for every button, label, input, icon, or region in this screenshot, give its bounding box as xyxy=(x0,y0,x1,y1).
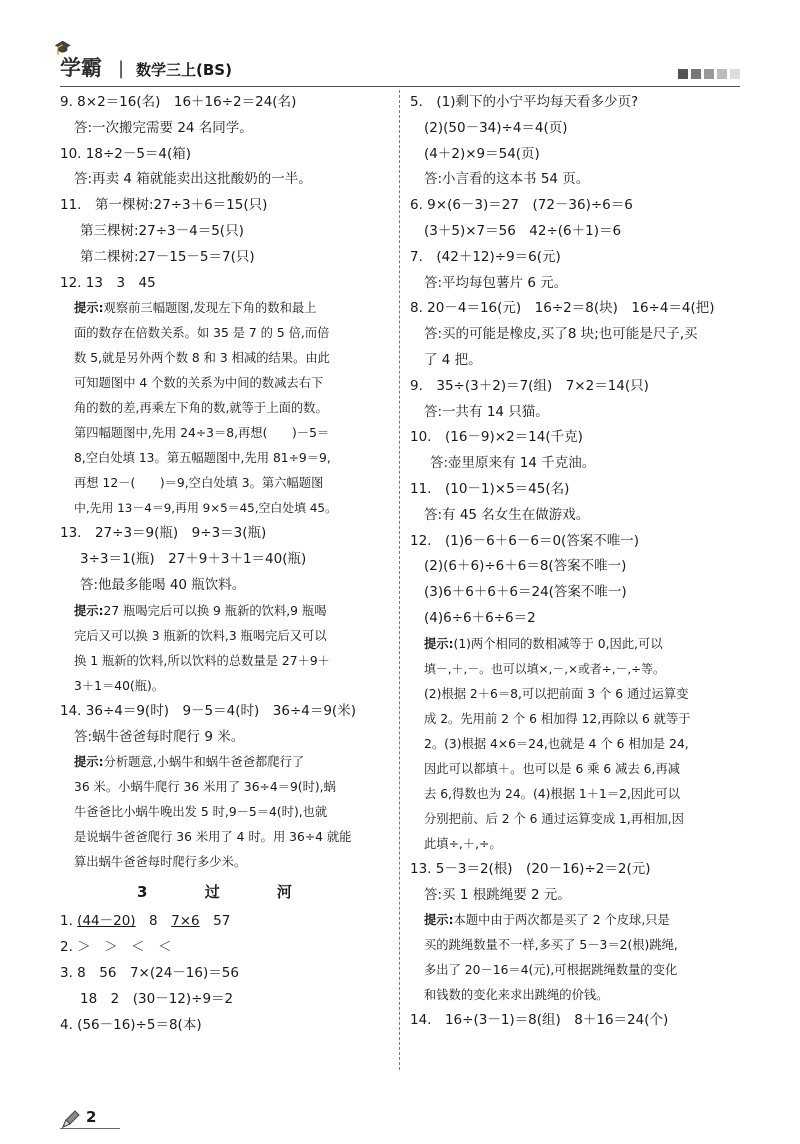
left-column xyxy=(60,90,395,1038)
s3-answer-3-line2: 18 2 (30－12)÷9＝2 xyxy=(80,990,234,1007)
answer-13: 13. 5－3＝2(根) (20－16)÷2＝2(元) xyxy=(410,860,651,877)
answer-12: 12. 13 3 45 xyxy=(60,274,156,291)
answer-11: 11. 第一棵树:27÷3＋6＝15(只) xyxy=(60,197,268,214)
answer-13-line2: 3÷3＝1(瓶) 27＋9＋3＋1＝40(瓶) xyxy=(80,551,307,568)
answer-5-reply: 答:小言看的这本书 54 页。 xyxy=(424,171,590,188)
hint-12-line7: 去 6,得数也为 24。(4)根据 1＋1＝2,因此可以 xyxy=(424,786,681,801)
answer-14-reply: 答:蜗牛爸爸每时爬行 9 米。 xyxy=(74,728,245,745)
answer-12-line4: (4)6÷6＋6÷6＝2 xyxy=(424,609,536,626)
answer-10-reply: 答:壶里原来有 14 千克油。 xyxy=(430,455,596,472)
hint-label: 提示: xyxy=(74,301,104,316)
answer-7-reply: 答:平均每包薯片 6 元。 xyxy=(424,274,568,291)
hint-label: 提示: xyxy=(74,755,104,770)
answer-11-line3: 第二棵树:27－15－5＝7(只) xyxy=(80,248,255,265)
answer-5: 5. (1)剩下的小宁平均每天看多少页? xyxy=(410,94,639,110)
hint-label: 提示: xyxy=(74,603,104,618)
hint-12-line2: 面的数存在倍数关系。如 35 是 7 的 5 倍,而倍 xyxy=(74,326,330,341)
hint-12-line4: 可知题图中 4 个数的关系为中间的数减去右下 xyxy=(74,376,324,391)
pencil-icon xyxy=(60,1108,82,1130)
hint-12-line6: 第四幅题图中,先用 24÷3＝8,再想( )－5＝ xyxy=(74,426,330,441)
decor-bar-5 xyxy=(730,69,740,79)
answer-9: 9. 8×2＝16(名) 16＋16÷2＝24(名) xyxy=(60,94,297,110)
column-divider xyxy=(399,90,400,1070)
answer-5-line3: (4＋2)×9＝54(页) xyxy=(424,145,540,162)
answer-9-reply: 答:一共有 14 只猫。 xyxy=(424,403,549,420)
answer-8: 8. 20－4＝16(元) 16÷2＝8(块) 16÷4＝4(把) xyxy=(410,300,715,317)
hint-12-line3: 数 5,就是另外两个数 8 和 3 相减的结果。由此 xyxy=(74,351,330,366)
graduation-cap-icon: 🎓 xyxy=(54,40,72,56)
answer-8-reply-line2: 了 4 把。 xyxy=(424,351,482,368)
answer-12: 12. (1)6－6＋6－6＝0(答案不唯一) xyxy=(410,532,640,549)
answer-8-reply: 答:买的可能是橡皮,买了8 块;也可能是尺子,买 xyxy=(424,326,698,343)
answer-11: 11. (10－1)×5＝45(名) xyxy=(410,480,570,497)
hint-14-line4: 是说蜗牛爸爸爬行 36 米用了 4 时。用 36÷4 就能 xyxy=(74,830,352,845)
hint-13-line3: 换 1 瓶新的饮料,所以饮料的总数量是 27＋9＋ xyxy=(74,653,330,668)
hint-12-line1: 提示:(1)两个相同的数相减等于 0,因此,可以 xyxy=(424,636,663,651)
answer-14: 14. 16÷(3－1)＝8(组) 8＋16＝24(个) xyxy=(410,1012,669,1029)
answer-14: 14. 36÷4＝9(时) 9－5＝4(时) 36÷4＝9(米) xyxy=(60,702,356,719)
answer-9-reply: 答:一次搬完需要 24 名同学。 xyxy=(74,119,253,136)
answer-9: 9. 35÷(3＋2)＝7(组) 7×2＝14(只) xyxy=(410,377,649,394)
s3-answer-3: 3. 8 56 7×(24－16)＝56 xyxy=(60,964,239,981)
hint-12-line1: 提示:观察前三幅题图,发现左下角的数和最上 xyxy=(74,301,317,316)
answer-10: 10. (16－9)×2＝14(千克) xyxy=(410,429,583,446)
answer-7: 7. (42＋12)÷9＝6(元) xyxy=(410,248,561,265)
brand-logo: 🎓 学霸 xyxy=(54,40,102,80)
section-title: 3 过 河 xyxy=(137,883,318,902)
answer-13-reply: 答:买 1 根跳绳要 2 元。 xyxy=(424,886,571,903)
answer-6: 6. 9×(6－3)＝27 (72－36)÷6＝6 xyxy=(410,197,633,214)
answer-10: 10. 18÷2－5＝4(箱) xyxy=(60,145,192,162)
hint-12-line2: 填－,＋,－。也可以填×,－,×或者÷,－,÷等。 xyxy=(424,661,665,676)
hint-12-line9: 此填÷,＋,÷。 xyxy=(424,836,502,851)
hint-12-line7: 8,空白处填 13。第五幅题图中,先用 81÷9＝9, xyxy=(74,451,331,466)
hint-14-line5: 算出蜗牛爸爸每时爬行多少米。 xyxy=(74,855,247,870)
hint-label: 提示: xyxy=(424,913,454,928)
answer-13: 13. 27÷3＝9(瓶) 9÷3＝3(瓶) xyxy=(60,525,267,542)
hint-12-line6: 因此可以都填＋。也可以是 6 乘 6 减去 6,再减 xyxy=(424,761,680,776)
hint-12-line5: 2。(3)根据 4×6＝24,也就是 4 个 6 相加是 24, xyxy=(424,736,689,751)
hint-13-line1: 提示:27 瓶喝完后可以换 9 瓶新的饮料,9 瓶喝 xyxy=(74,603,327,618)
hint-12-line4: 成 2。先用前 2 个 6 相加得 12,再除以 6 就等于 xyxy=(424,711,691,726)
hint-13-line1: 提示:本题中由于两次都是买了 2 个皮球,只是 xyxy=(424,913,670,928)
answer-6-line2: (3＋5)×7＝56 42÷(6＋1)＝6 xyxy=(424,222,622,239)
decor-bar-3 xyxy=(704,69,714,79)
hint-13-line3: 多出了 20－16＝4(元),可根据跳绳数量的变化 xyxy=(424,963,678,978)
hint-13-line2: 完后又可以换 3 瓶新的饮料,3 瓶喝完后又可以 xyxy=(74,628,327,643)
page-footer xyxy=(60,1106,740,1136)
answer-12-line2: (2)(6＋6)÷6＋6＝8(答案不唯一) xyxy=(424,558,627,575)
s3-answer-1: 1. (44－20) 8 7×6 57 xyxy=(60,913,231,930)
answer-11-line2: 第三棵树:27÷3－4＝5(只) xyxy=(80,222,244,239)
hint-13-line2: 买的跳绳数量不一样,多买了 5－3＝2(根)跳绳, xyxy=(424,938,678,953)
hint-12-line8: 分别把前、后 2 个 6 通过运算变成 1,再相加,因 xyxy=(424,811,684,826)
decor-bar-2 xyxy=(691,69,701,79)
hint-14-line2: 36 米。小蜗牛爬行 36 米用了 36÷4＝9(时),蜗 xyxy=(74,780,336,795)
hint-13-line4: 3＋1＝40(瓶)。 xyxy=(74,678,165,693)
s3-answer-2: 2. ＞ ＞ ＜ ＜ xyxy=(60,939,172,956)
header-decor-bars xyxy=(675,64,740,83)
decor-bar-4 xyxy=(717,69,727,79)
s3-answer-4: 4. (56－16)÷5＝8(本) xyxy=(60,1016,202,1033)
hint-12-line9: 中,先用 13－4＝9,再用 9×5＝45,空白处填 45。 xyxy=(74,501,337,516)
right-column xyxy=(410,90,745,1034)
answer-11-reply: 答:有 45 名女生在做游戏。 xyxy=(424,506,590,523)
decor-bar-1 xyxy=(678,69,688,79)
hint-12-line3: (2)根据 2＋6＝8,可以把前面 3 个 6 通过运算变 xyxy=(424,686,689,701)
hint-14-line1: 提示:分析题意,小蜗牛和蜗牛爸爸都爬行了 xyxy=(74,755,305,770)
hint-12-line5: 角的数的差,再乘左下角的数,就等于上面的数。 xyxy=(74,401,328,416)
hint-12-line8: 再想 12－( )＝9,空白处填 3。第六幅题图 xyxy=(74,476,324,491)
hint-13-line4: 和钱数的变化来求出跳绳的价钱。 xyxy=(424,988,609,1003)
hint-label: 提示: xyxy=(424,636,454,651)
answer-13-reply: 答:他最多能喝 40 瓶饮料。 xyxy=(80,576,246,593)
page-header xyxy=(54,40,740,84)
underlined-expr: (44－20) xyxy=(77,913,136,930)
hint-14-line3: 牛爸爸比小蜗牛晚出发 5 时,9－5＝4(时),也就 xyxy=(74,805,328,820)
book-subject: 数学三上(BS) xyxy=(136,61,232,79)
footer-rule xyxy=(60,1128,120,1129)
answer-12-line3: (3)6＋6＋6＋6＝24(答案不唯一) xyxy=(424,584,627,601)
answer-5-line2: (2)(50－34)÷4＝4(页) xyxy=(424,119,568,136)
answer-10-reply: 答:再卖 4 箱就能卖出这批酸奶的一半。 xyxy=(74,171,312,188)
page-number: 2 xyxy=(86,1108,97,1126)
header-separator: | xyxy=(118,58,125,79)
underlined-expr: 7×6 xyxy=(171,913,200,930)
header-rule xyxy=(60,86,740,87)
